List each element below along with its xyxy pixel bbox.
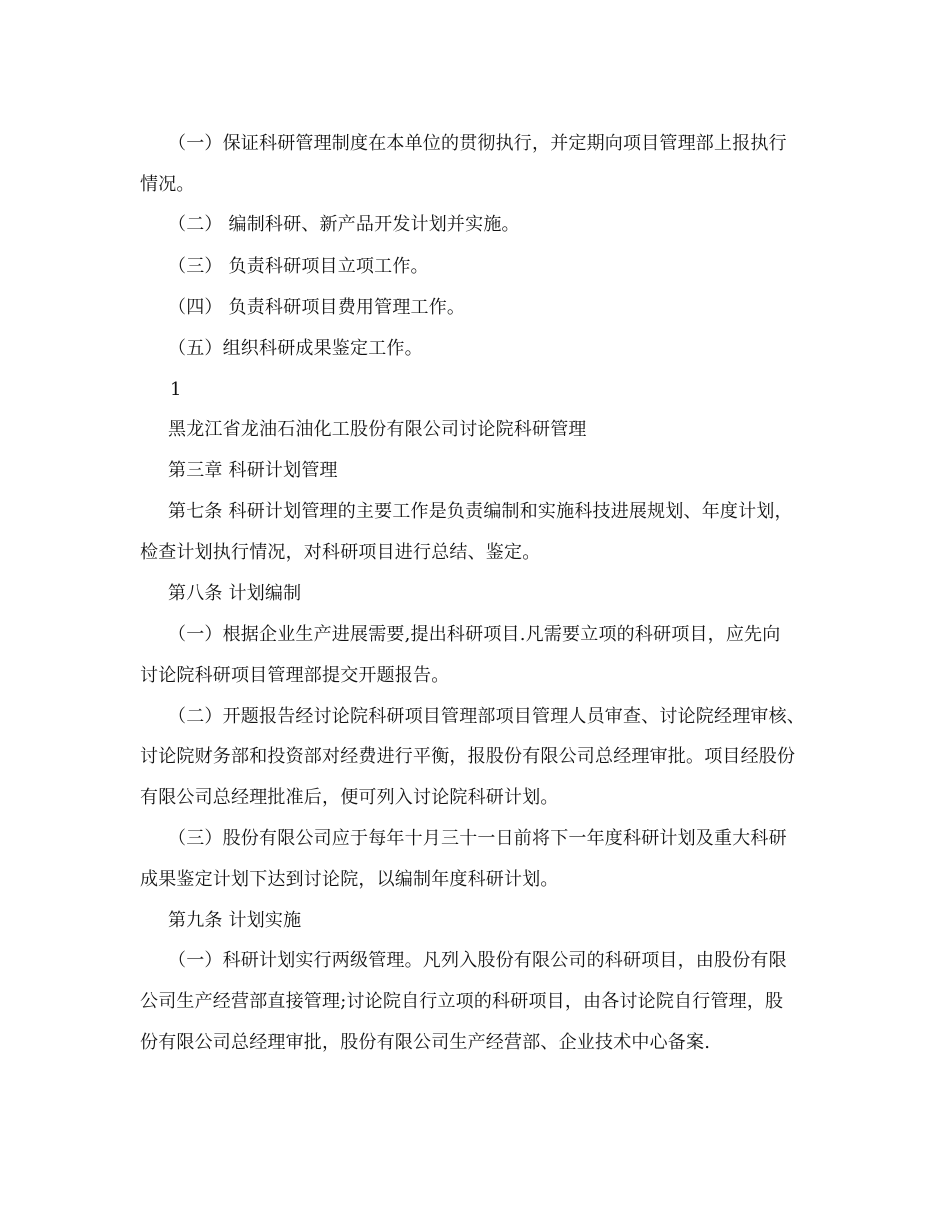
document-header: 黑龙江省龙油石油化工股份有限公司讨论院科研管理: [168, 419, 587, 440]
paragraph-line: 公司生产经营部直接管理;讨论院自行立项的科研项目，由各讨论院自行管理，股: [140, 991, 784, 1012]
paragraph-line: 有限公司总经理批准后，便可列入讨论院科研计划。: [140, 787, 559, 808]
paragraph-line: （二）开题报告经讨论院科研项目管理部项目管理人员审查、讨论院经理审核、: [168, 706, 805, 727]
paragraph-line: （二） 编制科研、新产品开发计划并实施。: [168, 214, 520, 235]
paragraph-line: （三）股份有限公司应于每年十月三十一日前将下一年度科研计划及重大科研: [168, 828, 787, 849]
paragraph-line: 份有限公司总经理审批，股份有限公司生产经营部、企业技术中心备案.: [140, 1032, 711, 1053]
paragraph-line: （一）根据企业生产进展需要,提出科研项目.凡需要立项的科研项目，应先向: [168, 624, 781, 645]
paragraph-line: （四） 负责科研项目费用管理工作。: [168, 297, 466, 318]
paragraph-line: 讨论院科研项目管理部提交开题报告。: [140, 665, 450, 686]
paragraph-line: （一）科研计划实行两级管理。凡列入股份有限公司的科研项目，由股份有限: [168, 950, 787, 971]
paragraph-line: 检查计划执行情况，对科研项目进行总结、鉴定。: [140, 542, 541, 563]
paragraph-line: （五）组织科研成果鉴定工作。: [168, 338, 423, 359]
paragraph-line: （一）保证科研管理制度在本单位的贯彻执行，并定期向项目管理部上报执行: [168, 133, 787, 154]
article-heading: 第八条 计划编制: [168, 583, 302, 604]
paragraph-line: （三） 负责科研项目立项工作。: [168, 256, 429, 277]
page-number: 1: [170, 379, 182, 400]
paragraph-line: 第七条 科研计划管理的主要工作是负责编制和实施科技进展规划、年度计划，: [168, 501, 793, 522]
paragraph-line: 讨论院财务部和投资部对经费进行平衡，报股份有限公司总经理审批。项目经股份: [140, 746, 796, 767]
article-heading: 第九条 计划实施: [168, 910, 302, 931]
paragraph-line: 成果鉴定计划下达到讨论院，以编制年度科研计划。: [140, 869, 559, 890]
paragraph-line: 情况。: [140, 174, 195, 195]
chapter-heading: 第三章 科研计划管理: [168, 460, 338, 481]
